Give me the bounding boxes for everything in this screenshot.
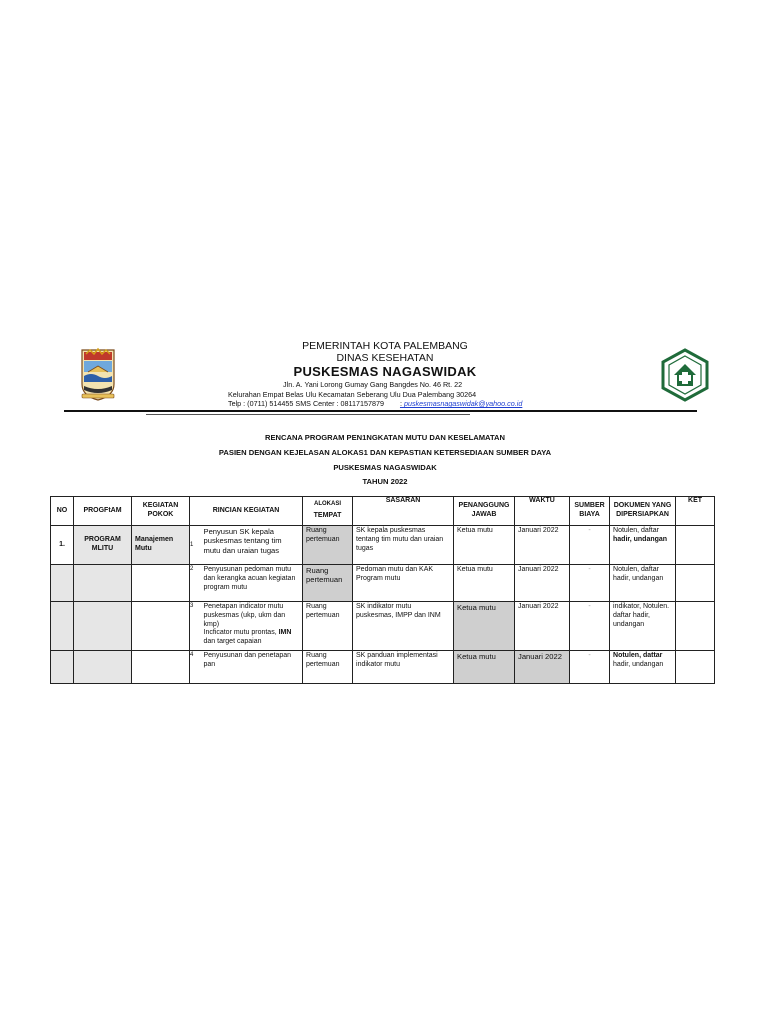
- item-number: 3: [190, 603, 194, 609]
- cell-tempat: Ruang pertemuan: [303, 526, 353, 565]
- header-alokasi-tempat: [303, 497, 353, 526]
- cell-item-number: [190, 651, 201, 684]
- cell-penanggung-jawab: Ketua mutu: [454, 651, 515, 684]
- rincian-line1: Penetapan indicator mutu puskesmas (ukp, ukm dan kmp): [203, 603, 286, 628]
- cell-ket: [676, 602, 715, 651]
- cell-item-number: [190, 602, 201, 651]
- cell-item-number: [190, 526, 201, 565]
- letterhead-telp: Telp : (0711) 514455 SMS Center : 08117157879: [228, 399, 384, 408]
- cell-rincian: Penyusun SK kepala puskesmas tentang tim mutu dan uraian tugas: [201, 526, 303, 565]
- cell-penanggung-jawab: Ketua mutu: [454, 526, 515, 565]
- cell-sumber-biaya: -: [570, 602, 610, 651]
- cell-sasaran: SK panduan implementasi indikator mutu: [353, 651, 454, 684]
- puskesmas-logo: [660, 348, 710, 402]
- header-kegiatan-pokok: KEGIATAN POKOK: [132, 497, 190, 526]
- letterhead-government: PEMERINTAH KOTA PALEMBANG: [302, 340, 468, 352]
- cell-item-number: [190, 565, 201, 602]
- cell-dokumen: [610, 651, 676, 684]
- cell-tempat: Ruang pertemuan: [303, 565, 353, 602]
- rincian-line2: [204, 629, 300, 647]
- cell-rincian: Penyusunan pedoman mutu dan kerangka acuan kegiatan program mutu: [201, 565, 303, 602]
- cell-ket: [676, 651, 715, 684]
- doc-title-line4: TAHUN 2022: [362, 477, 408, 486]
- cell-no: [51, 565, 74, 602]
- cell-program: [74, 602, 132, 651]
- email-separator: :: [399, 399, 402, 408]
- header-sasaran: SASARAN: [353, 497, 454, 526]
- city-emblem-logo: [78, 344, 118, 404]
- cell-no: [51, 602, 74, 651]
- cell-penanggung-jawab: Ketua mutu: [454, 565, 515, 602]
- header-sumber-biaya: SUMBER BIAYA: [570, 497, 610, 526]
- letterhead-department: DINAS KESEHATAN: [336, 352, 434, 364]
- letterhead-subrule: [146, 414, 470, 415]
- cell-waktu: Januari 2022: [515, 651, 570, 684]
- header-program: PROGFtAM: [74, 497, 132, 526]
- quality-plan-table: [50, 496, 715, 684]
- header-rincian: RINCIAN KEGIATAN: [190, 497, 303, 526]
- letterhead-contact: [228, 399, 628, 408]
- header-tempat: TEMPAT: [313, 512, 342, 520]
- header-dokumen: DOKUMEN YANG DIPERSIAPKAN: [610, 497, 676, 526]
- cell-no: [51, 651, 74, 684]
- cell-rincian: [201, 602, 303, 651]
- doc-title-line2: PASIEN DENGAN KEJELASAN ALOKAS1 DAN KEPASTIAN KETERSEDIAAN SUMBER DAYA: [218, 448, 552, 457]
- table-row: [51, 565, 715, 602]
- cell-program: [74, 651, 132, 684]
- cell-sumber-biaya: -: [570, 526, 610, 565]
- dokumen-line1: Notulen, daftar: [613, 527, 659, 534]
- cell-sumber-biaya: -: [570, 565, 610, 602]
- cell-tempat: Ruang pertemuan: [303, 651, 353, 684]
- cell-ket: [676, 526, 715, 565]
- cell-sumber-biaya: -: [570, 651, 610, 684]
- header-waktu: WAKTU: [515, 497, 570, 526]
- table-row: [51, 602, 715, 651]
- cell-sasaran: SK kepala puskesmas tentang tim mutu dan uraian tugas: [353, 526, 454, 565]
- cell-dokumen: Notulen, daftar hadir, undangan: [610, 565, 676, 602]
- doc-title-line1: RENCANA PROGRAM PEN1NGKATAN MUTU DAN KESELAMATAN: [264, 433, 506, 442]
- cell-kegiatan-pokok: [132, 651, 190, 684]
- rincian-part-a: Incficator mutu prontas,: [203, 629, 277, 637]
- cell-waktu: Januari 2022: [515, 565, 570, 602]
- header-alokasi: ALOKASI: [314, 500, 342, 507]
- table-header-row: [51, 497, 715, 526]
- dokumen-line2: hadir, undangan: [613, 535, 668, 543]
- cell-dokumen: [610, 526, 676, 565]
- rincian-part-b: dan target capaian: [203, 638, 262, 645]
- cell-penanggung-jawab: Ketua mutu: [454, 602, 515, 651]
- letterhead-name: PUSKESMAS NAGASWIDAK: [293, 364, 477, 379]
- cell-ket: [676, 565, 715, 602]
- email-link[interactable]: puskesmasnagaswidak@yahoo.co.id: [403, 399, 523, 408]
- dokumen-line2: hadir, undangan: [613, 660, 664, 668]
- item-number: 4: [190, 652, 194, 658]
- cell-rincian: Penyusunan dan penetapan pan: [201, 651, 303, 684]
- letterhead-email[interactable]: [400, 399, 522, 408]
- cell-sasaran: Pedoman mutu dan KAK Program mutu: [353, 565, 454, 602]
- header-no: NO: [51, 497, 74, 526]
- cell-tempat: Ruang pertemuan: [303, 602, 353, 651]
- cell-kegiatan-pokok: [132, 565, 190, 602]
- item-number: 1: [190, 541, 194, 548]
- item-number: 2: [190, 566, 194, 572]
- cell-dokumen: indikator, Notulen. daftar hadir, undangan: [610, 602, 676, 651]
- cell-waktu: Januari 2022: [515, 526, 570, 565]
- table-row: [51, 526, 715, 565]
- letterhead-rule: [64, 410, 697, 412]
- cell-no: 1.: [51, 526, 74, 565]
- cell-kegiatan-pokok: Manajemen Mutu: [132, 526, 190, 565]
- letterhead-kelurahan: Kelurahan Empat Belas Ulu Kecamatan Seberang Ulu Dua Palembang 30264: [228, 390, 477, 399]
- header-ket: KET: [676, 497, 715, 526]
- cell-sasaran: SK indikator mutu puskesmas, IMPP dan INM: [353, 602, 454, 651]
- rincian-part-imn: IMN: [278, 629, 292, 637]
- letterhead-address: Jln. A. Yani Lorong Gumay Gang Bangdes No. 46 Rt. 22: [283, 380, 463, 389]
- cell-program: [74, 565, 132, 602]
- table-row: [51, 651, 715, 684]
- doc-title-line3: PUSKESMAS NAGASWIDAK: [333, 463, 437, 472]
- cell-waktu: Januari 2022: [515, 602, 570, 651]
- header-penanggung-jawab: PENANGGUNG JAWAB: [454, 497, 515, 526]
- cell-kegiatan-pokok: [132, 602, 190, 651]
- cell-program: PROGRAM MLITU: [74, 526, 132, 565]
- dokumen-line1: Notulen, dattar: [613, 652, 663, 659]
